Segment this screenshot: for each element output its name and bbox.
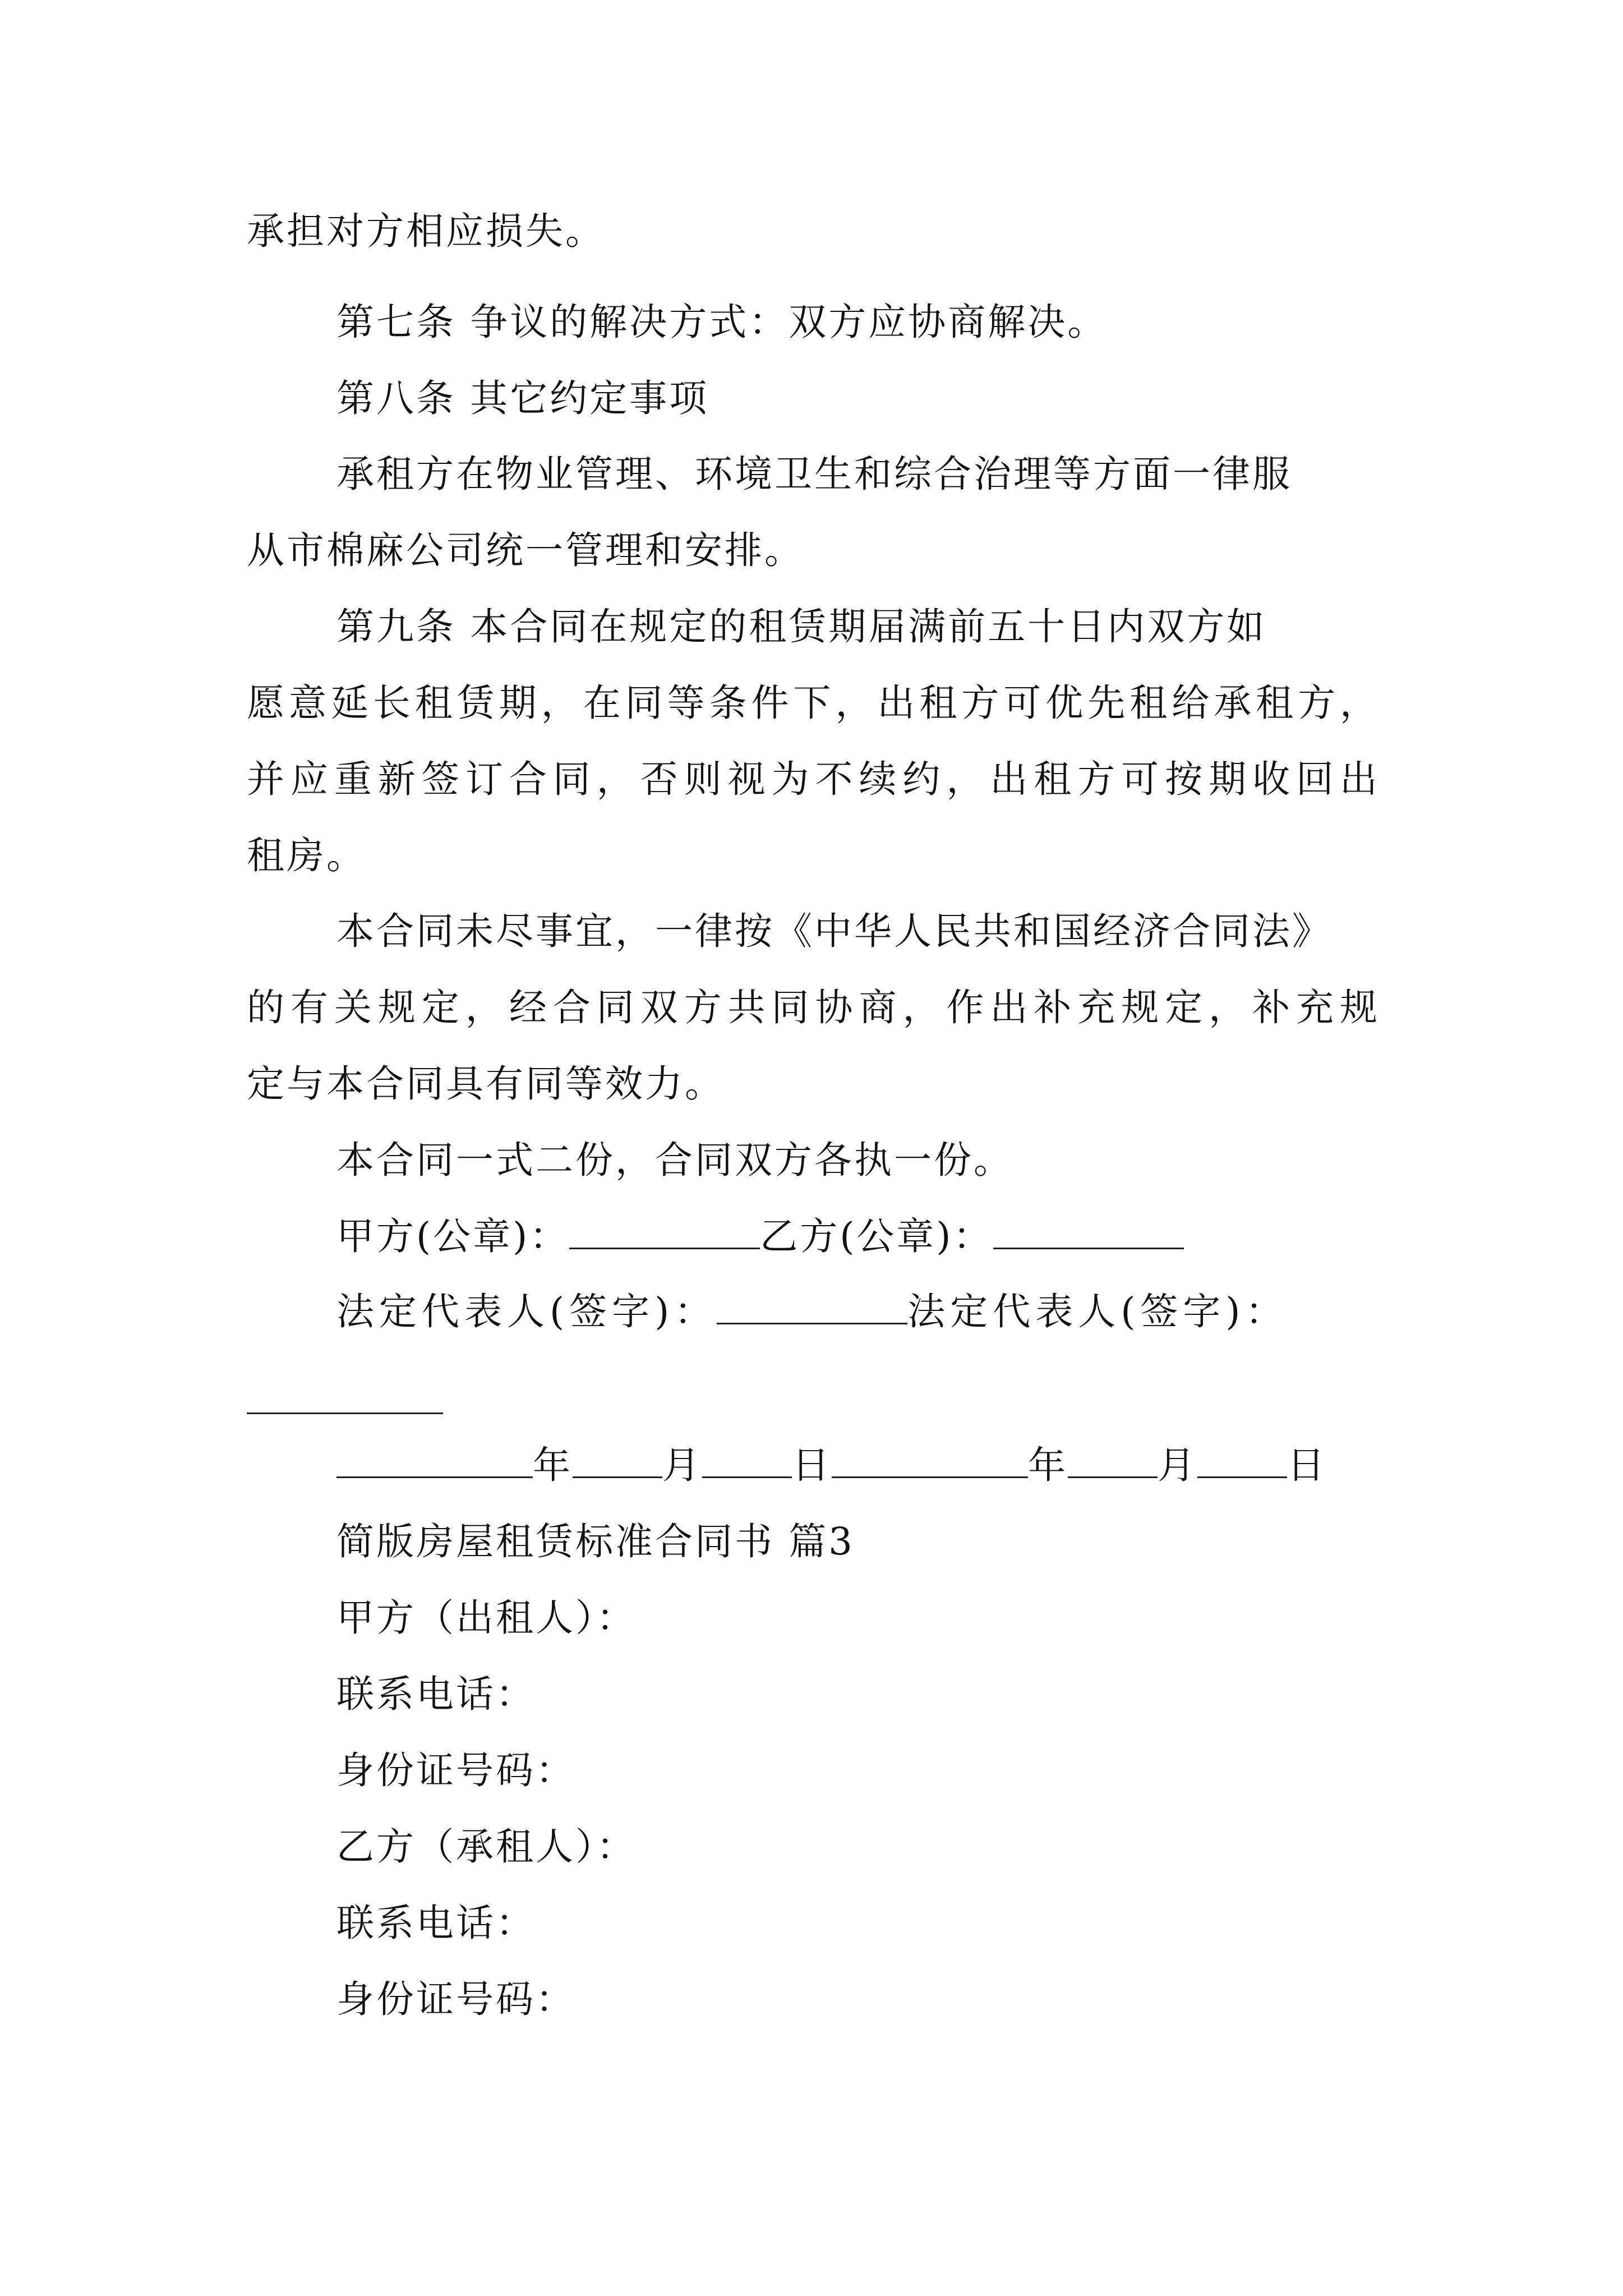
party-b-seal-label: 乙方(公章)： — [760, 1214, 993, 1258]
rep-a-label: 法定代表人(签字)： — [336, 1290, 717, 1333]
party-a-seal-label: 甲方(公章)： — [336, 1214, 570, 1258]
seal-line — [336, 1211, 1184, 1262]
party-a-field: 甲方（出租人）： — [336, 1596, 637, 1640]
month-blank — [573, 1442, 662, 1478]
month-blank — [1068, 1442, 1158, 1478]
party-a-id-field: 身份证号码： — [336, 1749, 575, 1792]
article-8-heading: 第八条 其它约定事项 — [336, 376, 709, 420]
paragraph-line: 本合同一式二份，合同双方各执一份。 — [336, 1138, 1013, 1182]
paragraph-line: 从市棉麻公司统一管理和安排。 — [247, 528, 804, 572]
party-b-seal-blank — [993, 1213, 1184, 1249]
rep-b-blank — [247, 1412, 443, 1414]
day-blank — [1197, 1442, 1287, 1478]
month-label: 月 — [1158, 1443, 1197, 1487]
article-9: 第九条 本合同在规定的租赁期届满前五十日内双方如 — [336, 605, 1267, 648]
paragraph-line: 的有关规定，经合同双方共同协商，作出补充规定，补充规 — [247, 986, 1380, 1029]
representative-line — [336, 1286, 1288, 1337]
article-7: 第七条 争议的解决方式：双方应协商解决。 — [336, 300, 1108, 344]
year-blank — [336, 1442, 533, 1478]
rep-b-label: 法定代表人(签字)： — [907, 1290, 1288, 1333]
year-label: 年 — [1028, 1443, 1068, 1487]
party-b-id-field: 身份证号码： — [336, 1977, 575, 2021]
paragraph-line: 定与本合同具有同等效力。 — [247, 1062, 725, 1106]
day-label: 日 — [792, 1443, 832, 1487]
day-blank — [702, 1442, 792, 1478]
paragraph-line: 承租方在物业管理、环境卫生和综合治理等方面一律服 — [336, 452, 1292, 496]
party-b-phone-field: 联系电话： — [336, 1901, 536, 1945]
party-a-seal-blank — [569, 1213, 760, 1249]
rep-a-blank — [717, 1288, 907, 1324]
paragraph-line: 愿意延长租赁期，在同等条件下，出租方可优先租给承租方， — [247, 681, 1380, 725]
section-heading: 简版房屋租赁标准合同书 篇3 — [336, 1520, 855, 1563]
paragraph-line: 本合同未尽事宜，一律按《中华人民共和国经济合同法》 — [336, 909, 1332, 953]
paragraph-line: 承担对方相应损失。 — [247, 209, 605, 253]
date-line — [336, 1440, 1327, 1490]
party-a-phone-field: 联系电话： — [336, 1672, 536, 1716]
year-label: 年 — [533, 1443, 573, 1487]
year-blank — [832, 1442, 1028, 1478]
month-label: 月 — [662, 1443, 702, 1487]
paragraph-line: 租房。 — [247, 834, 366, 877]
paragraph-line: 并应重新签订合同，否则视为不续约，出租方可按期收回出 — [247, 757, 1380, 801]
day-label: 日 — [1287, 1443, 1327, 1487]
party-b-field: 乙方（承租人）： — [336, 1825, 637, 1869]
